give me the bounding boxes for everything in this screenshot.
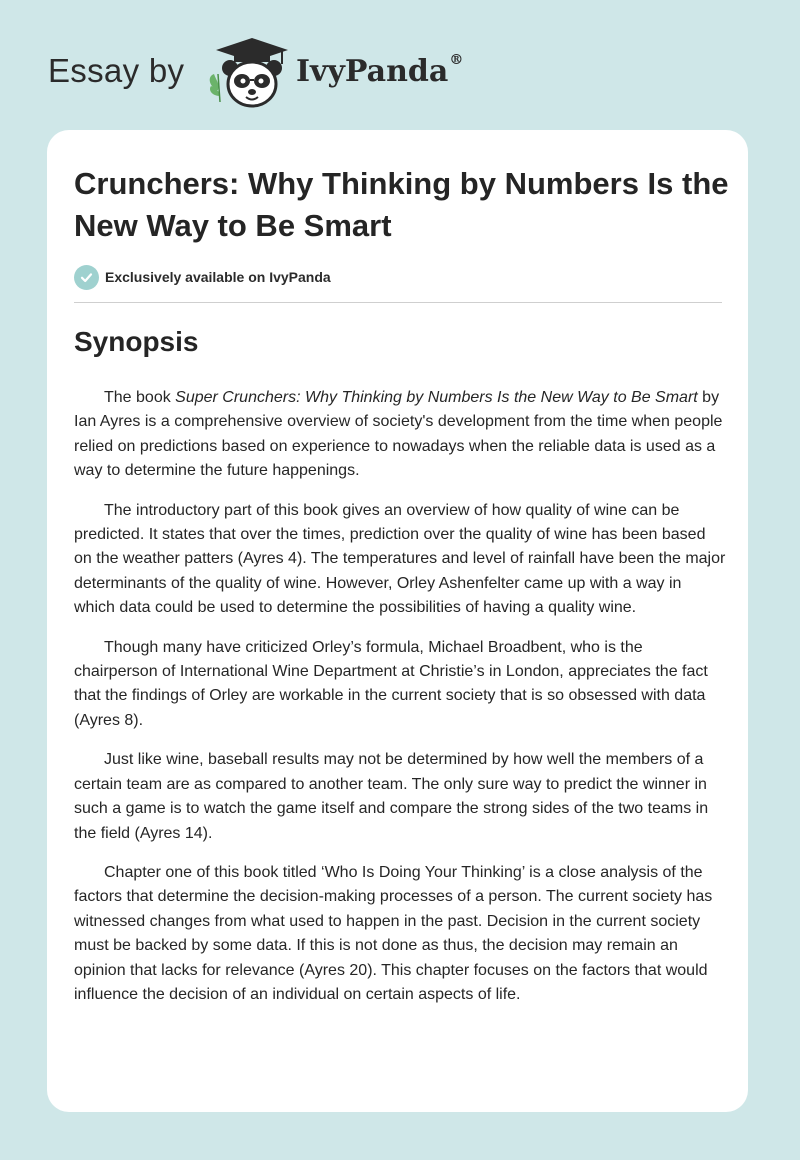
paragraph: The introductory part of this book gives an overview of how quality of wine can be predicted. It states that over the times, prediction over the quality of wine has been based on the weather patters (Ayres 4). The temperatures and level of rainfall have been the major determinants of the quality of wine. However, Orley Ashenfelter came up with a way in which data could be used to determine the possibilities of having a quality wine. [74, 501, 726, 617]
essay-body [74, 386, 726, 1022]
paragraph: Just like wine, baseball results may not be determined by how well the members of a certain team are as compared to another team. The only sure way to predict the winner in such a game is to watch the game itself and compare the strong sides of the two teams in the field (Ayres 14). [74, 751, 709, 842]
paragraph: Though many have criticized Orley’s formula, Michael Broadbent, who is the chairperson of International Wine Department at Christie’s in London, appreciates the fact that the findings of Orley are workable in the current society that is so obsessed with data (Ayres 8). [74, 638, 708, 729]
paragraph: The book Super Crunchers: Why Thinking by Numbers Is the New Way to Be Smart by Ian Ayres is a comprehensive overview of society's development from the time when people relied on predictions based on experience to nowadays when the reliable data is used as a way to determine the future happenings. [74, 389, 723, 480]
badge-text: Exclusively available on IvyPanda [105, 269, 331, 285]
divider [74, 302, 722, 303]
site-header [48, 30, 508, 110]
paragraph: Chapter one of this book titled ‘Who Is Doing Your Thinking’ is a close analysis of the factors that determine the decision-making processes of a person. The current society has witnessed changes from what used to happen in the past. Decision in the current society must be backed by some data. If this is not done as thus, the decision may remain an opinion that lacks for relevance (Ayres 20). This chapter focuses on the factors that would influence the decision of an individual on certain aspects of life. [74, 863, 713, 1003]
registered-mark: ® [449, 52, 464, 68]
exclusive-badge [74, 264, 331, 290]
page-title: Crunchers: Why Thinking by Numbers Is the New Way to Be Smart [74, 166, 729, 243]
section-heading: Synopsis [74, 326, 199, 357]
check-icon [74, 265, 99, 290]
essay-by-label: Essay by [48, 52, 185, 89]
brand-name[interactable]: IvyPanda® [296, 52, 464, 89]
panda-graduate-icon[interactable] [202, 34, 292, 110]
book-title: Super Crunchers: Why Thinking by Numbers Is the New Way to Be Smart [175, 389, 698, 406]
essay-card [47, 130, 748, 1112]
